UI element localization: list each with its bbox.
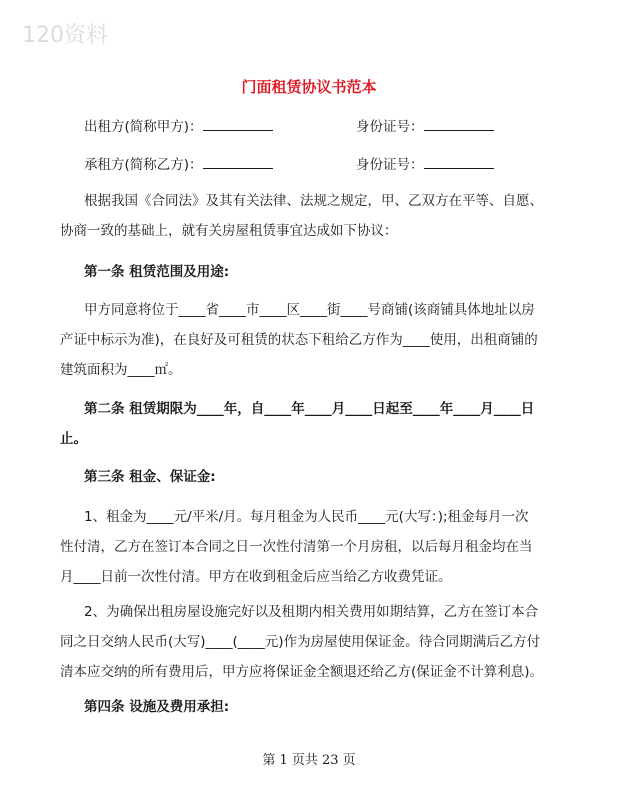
lessee-field — [84, 153, 273, 173]
intro-paragraph — [60, 186, 562, 246]
lessee-id-label: 身份证号： — [356, 157, 424, 173]
lessee-blank — [203, 154, 273, 169]
lessor-id-field — [356, 115, 494, 135]
article1-heading: 第一条 租赁范围及用途: — [84, 264, 230, 280]
lessee-id-blank — [424, 154, 494, 169]
article1-paragraph — [60, 295, 562, 385]
article3-item1-line: 性付清，乙方在签订本合同之日一次性付清第一个月房租，以后每月租金均在当 — [60, 539, 533, 555]
article3-item1 — [60, 502, 562, 592]
article3-item2-line: 2、为确保出租房屋设施完好以及租期内相关费用如期结算，乙方在签订本合 — [84, 604, 539, 620]
article3-item1-line: 1、租金为____元/平米/月。每月租金为人民币____元(大写：);租金每月一次 — [84, 509, 529, 525]
article2-paragraph — [60, 394, 562, 454]
watermark: 120资料 — [22, 23, 108, 48]
lessor-label: 出租方(简称甲方)： — [84, 119, 203, 135]
article1-line: 产证中标示为准)，在良好及可租赁的状态下租给乙方作为____使用，出租商铺的 — [60, 332, 538, 348]
article1-line: 甲方同意将位于____省____市____区____街____号商铺(该商铺具体地址以房 — [84, 302, 535, 318]
document-title: 门面租赁协议书范本 — [241, 78, 377, 96]
article4-heading: 第四条 设施及费用承担: — [84, 699, 230, 715]
article2-line: 第二条 租赁期限为____年，自____年____月____日起至____年____月____日 — [84, 401, 535, 417]
article2-line: 止。 — [60, 431, 87, 447]
article3-item2 — [60, 597, 562, 687]
lessee-id-field — [356, 153, 494, 173]
article3-item2-line: 同之日交纳人民币(大写)____(____元)作为房屋使用保证金。待合同期满后乙方付 — [60, 634, 541, 650]
lessor-blank — [203, 116, 273, 131]
article1-line: 建筑面积为____㎡。 — [60, 362, 182, 378]
article3-item2-line: 清本应交纳的所有费用后，甲方应将保证金全额退还给乙方(保证金不计算利息)。 — [60, 664, 544, 680]
page-footer: 第 1 页共 23 页 — [262, 753, 356, 768]
lessor-field — [84, 115, 273, 135]
lessor-id-blank — [424, 116, 494, 131]
lessor-id-label: 身份证号： — [356, 119, 424, 135]
lessee-label: 承租方(简称乙方)： — [84, 157, 203, 173]
article3-item1-line: 月____日前一次性付清。甲方在收到租金后应当给乙方收费凭证。 — [60, 569, 452, 585]
intro-line: 根据我国《合同法》及其有关法律、法规之规定，甲、乙双方在平等、自愿、 — [84, 193, 543, 209]
article3-heading: 第三条 租金、保证金: — [84, 469, 216, 485]
intro-line: 协商一致的基础上，就有关房屋租赁事宜达成如下协议： — [60, 223, 398, 239]
